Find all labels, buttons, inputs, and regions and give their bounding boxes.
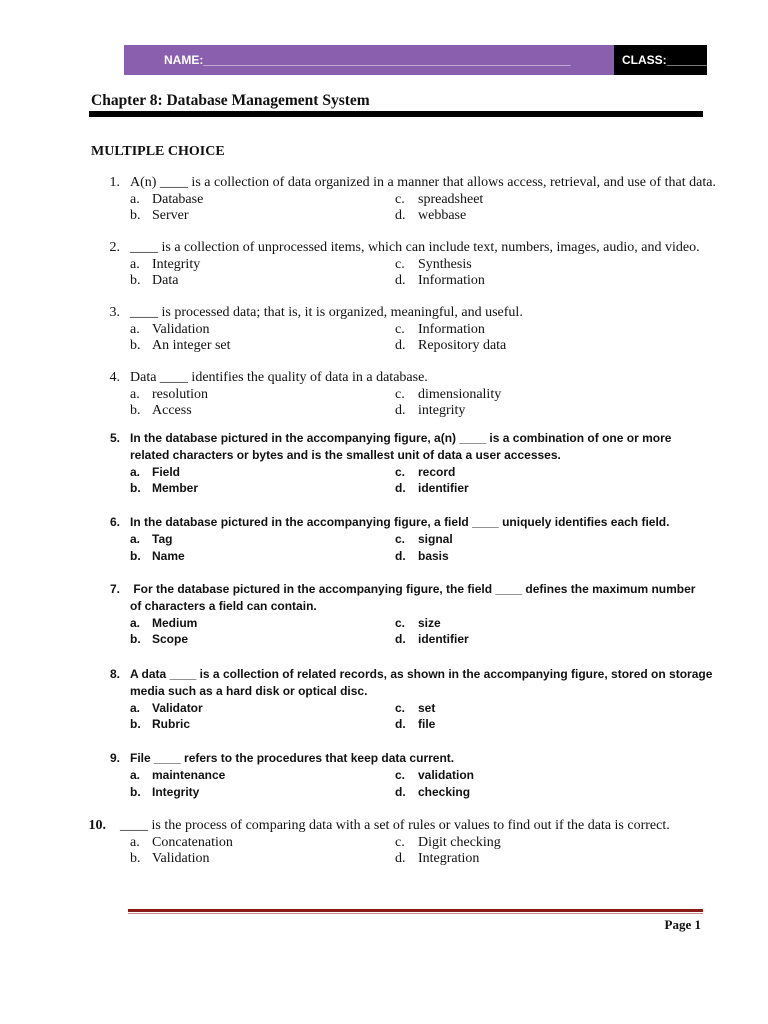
class-field: CLASS:______ — [614, 45, 707, 75]
question-number: 8. — [109, 667, 120, 681]
question-text: File ____ refers to the procedures that keep data current. — [130, 751, 455, 765]
question-10: 10. ____ is the process of comparing data with a set of rules or values to find out if the data is correct. a. Concatenation c. Digit checking b. Validation d. Integration — [88, 818, 670, 866]
question-text: In the database pictured in the accompanying figure, a(n) ____ is a combination of one or more — [130, 431, 672, 445]
question-number: 6. — [109, 515, 120, 529]
question-7: 7. For the database pictured in the accompanying figure, the field ____ defines the maximum number of characters a field can contain. a. Medium c. size b. Scope d. identifier — [109, 582, 696, 647]
question-text: Data ____ identifies the quality of data in a database. — [130, 370, 428, 385]
name-field: NAME:_______________________________________________________ — [124, 45, 614, 75]
footer-divider-thin — [128, 913, 703, 914]
question-number: 10. — [88, 818, 106, 833]
question-text: A(n) ____ is a collection of data organized in a manner that allows access, retrieval, and use of that data. — [130, 175, 716, 190]
question-6: 6. In the database pictured in the accompanying figure, a field ____ uniquely identifies each field. a. Tag c. signal b. Name d. basis — [109, 515, 670, 563]
page-number: Page 1 — [664, 917, 701, 932]
question-number: 3. — [109, 305, 120, 320]
question-text: media such as a hard disk or optical disc. — [130, 683, 368, 698]
question-5: 5. In the database pictured in the accompanying figure, a(n) ____ is a combination of one or more related characters or bytes and is the smallest unit of data a user accesses. a. Field c. record b. Member d. identifier — [109, 431, 672, 496]
question-1: 1. A(n) ____ is a collection of data organized in a manner that allows access, retrieval, and use of that data. a. Database c. spreadsheet b. Server d. webbase — [109, 175, 716, 223]
question-text: of characters a field can contain. — [130, 598, 317, 613]
question-number: 7. — [109, 582, 120, 596]
question-number: 1. — [109, 175, 120, 190]
question-9: 9. File ____ refers to the procedures that keep data current. a. maintenance c. validation b. Integrity d. checking — [109, 751, 475, 799]
question-number: 5. — [109, 431, 120, 445]
question-3: 3. ____ is processed data; that is, it is organized, meaningful, and useful. a. Validation c. Information b. An integer set d. Repository data — [109, 305, 523, 353]
question-text: ____ is processed data; that is, it is organized, meaningful, and useful. — [130, 305, 523, 320]
question-text: In the database pictured in the accompanying figure, a field ____ uniquely identifies each field. — [130, 515, 670, 529]
question-text: For the database pictured in the accompanying figure, the field ____ defines the maximum number — [130, 582, 696, 596]
title-divider — [89, 111, 703, 117]
question-number: 2. — [109, 240, 120, 255]
question-text: ____ is the process of comparing data with a set of rules or values to find out if the data is correct. — [120, 818, 670, 833]
footer-divider — [128, 909, 703, 912]
chapter-title: Chapter 8: Database Management System — [91, 92, 370, 109]
question-text: A data ____ is a collection of related records, as shown in the accompanying figure, stored on storage — [130, 667, 713, 681]
student-header — [124, 45, 707, 75]
question-text: related characters or bytes and is the smallest unit of data a user accesses. — [130, 447, 561, 462]
question-2: 2. ____ is a collection of unprocessed items, which can include text, numbers, images, audio, and video. a. Integrity c. Synthesis b. Data d. Information — [109, 240, 700, 288]
question-number: 4. — [109, 370, 120, 385]
question-text: ____ is a collection of unprocessed items, which can include text, numbers, images, audio, and video. — [130, 240, 700, 255]
question-number: 9. — [109, 751, 120, 765]
section-title: MULTIPLE CHOICE — [91, 144, 225, 159]
question-8: 8. A data ____ is a collection of related records, as shown in the accompanying figure, stored on storage media such as a hard disk or optical disc. a. Validator c. set b. Rubric d. file — [109, 667, 713, 732]
question-4: 4. Data ____ identifies the quality of data in a database. a. resolution c. dimensionality b. Access d. integrity — [109, 370, 502, 418]
